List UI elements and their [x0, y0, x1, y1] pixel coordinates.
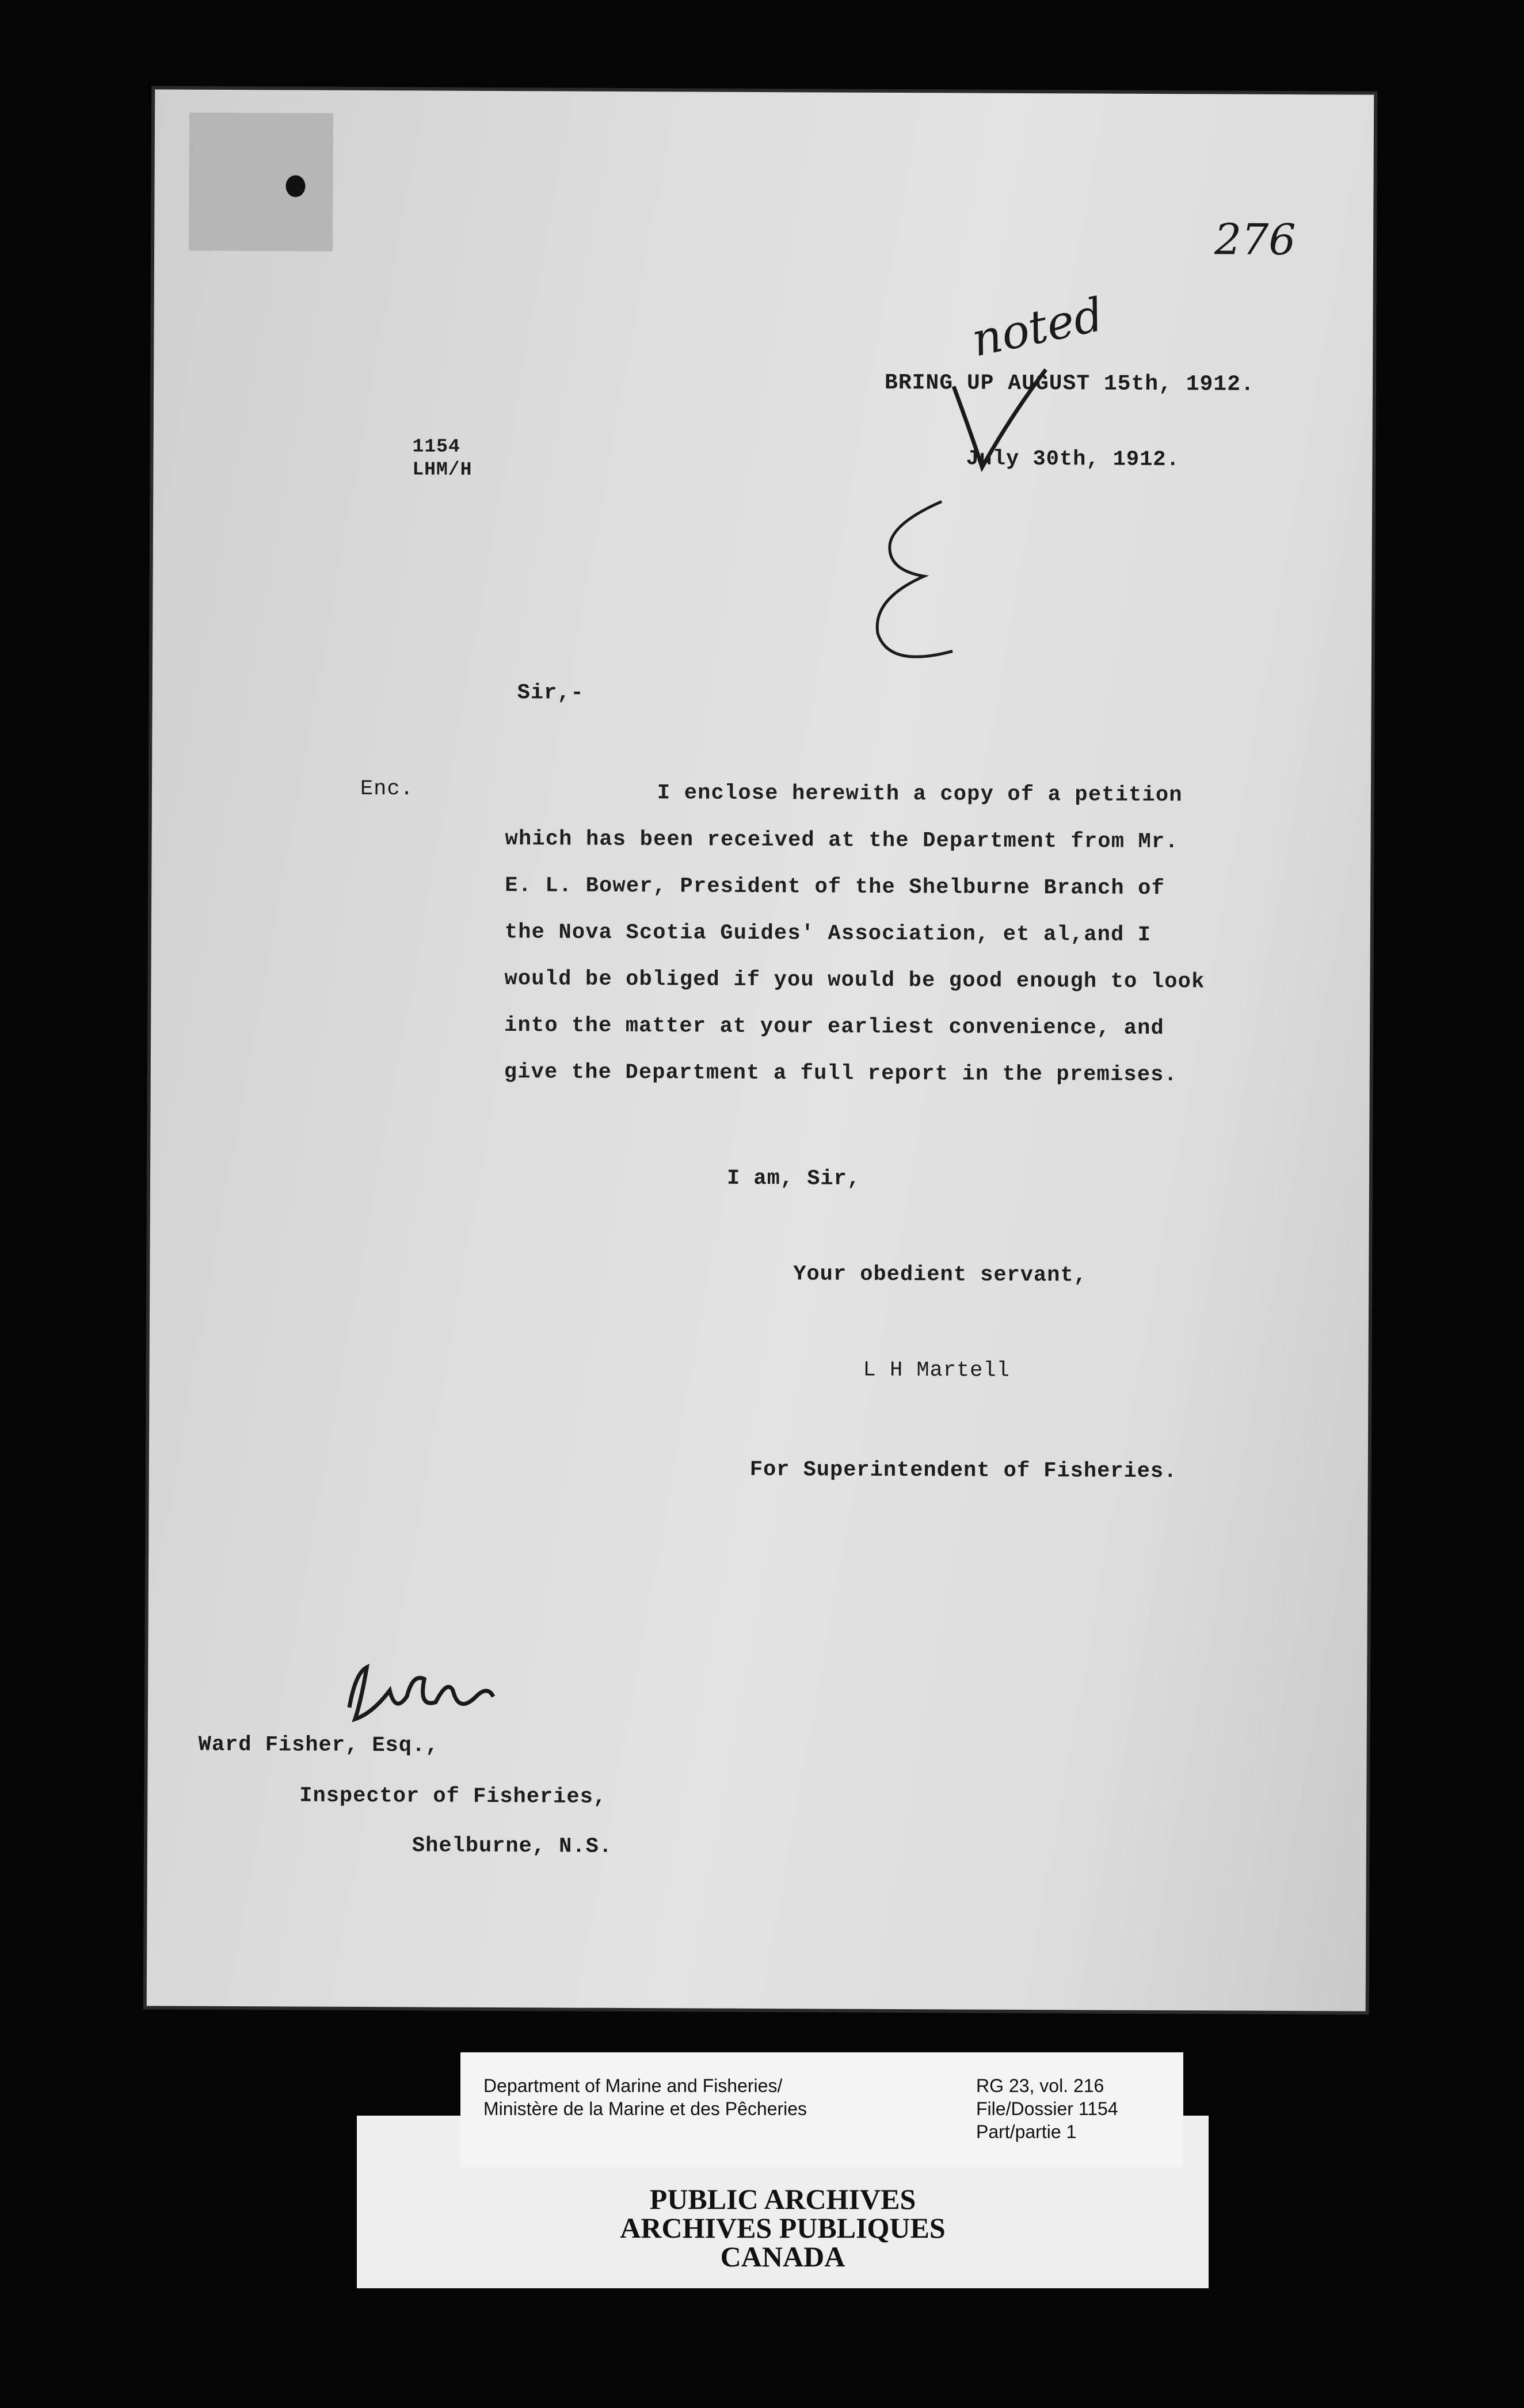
paper-corner-stain — [189, 113, 333, 252]
handwritten-initials — [338, 1656, 511, 1737]
bring-up-notice: BRING UP AUGUST 15th, 1912. — [884, 370, 1255, 397]
recipient-title: Inspector of Fisheries, — [299, 1784, 607, 1809]
record-group: RG 23, vol. 216 — [976, 2075, 1104, 2096]
body-line: into the matter at your earliest convenience, and — [504, 1014, 1165, 1041]
file-number: 1154 — [412, 436, 460, 458]
signatory-name: L H Martell — [863, 1358, 1010, 1383]
folio-number: 276 — [1214, 215, 1296, 265]
body-line: E. L. Bower, President of the Shelburne Branch of — [505, 874, 1165, 901]
archives-country: CANADA — [720, 2241, 845, 2273]
recipient-name: Ward Fisher, Esq., — [198, 1732, 439, 1758]
closing-salutation: I am, Sir, — [726, 1166, 861, 1191]
letter-date: July 30th, 1912. — [966, 447, 1180, 473]
punch-hole — [285, 175, 305, 197]
body-line: the Nova Scotia Guides' Association, et al,and I — [504, 920, 1152, 947]
handwritten-mark — [855, 490, 970, 680]
archives-french: ARCHIVES PUBLIQUES — [620, 2212, 946, 2244]
salutation: Sir,- — [517, 681, 584, 706]
department-french: Ministère de la Marine et des Pêcheries — [483, 2098, 807, 2119]
department-english: Department of Marine and Fisheries/ — [483, 2075, 783, 2096]
noted-annotation: noted — [967, 287, 1108, 367]
body-line: give the Department a full report in the premises. — [504, 1060, 1178, 1088]
recipient-location: Shelburne, N.S. — [412, 1834, 613, 1859]
body-line: I enclose herewith a copy of a petition — [657, 781, 1183, 808]
body-line: would be obliged if you would be good enough to look — [504, 967, 1205, 995]
reference-initials: LHM/H — [412, 459, 473, 481]
letter-page — [147, 89, 1374, 2011]
body-line: which has been received at the Department from Mr. — [505, 827, 1179, 855]
closing-servant: Your obedient servant, — [793, 1262, 1087, 1288]
part-partie: Part/partie 1 — [976, 2121, 1077, 2142]
archives-english: PUBLIC ARCHIVES — [649, 2183, 916, 2215]
signatory-title: For Superintendent of Fisheries. — [749, 1457, 1178, 1484]
archive-reference-label — [460, 2052, 1183, 2167]
file-dossier: File/Dossier 1154 — [976, 2098, 1118, 2119]
enclosure-mark: Enc. — [360, 776, 414, 802]
